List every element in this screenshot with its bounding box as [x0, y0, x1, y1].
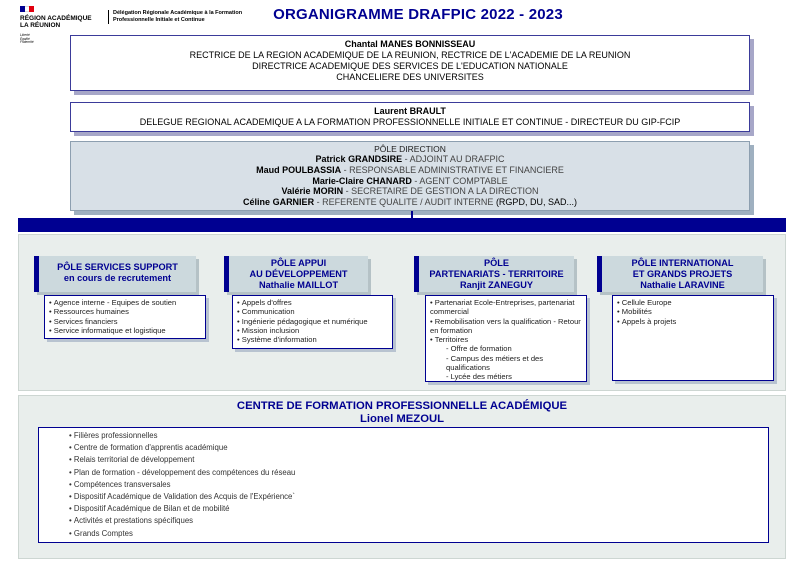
- direction-member: Céline GARNIER - REFERENTE QUALITE / AUDIT INTERNE (RGPD, DU, SAD...): [243, 197, 577, 208]
- blue-band: [18, 218, 786, 232]
- list-subitem: - Offre de formation: [430, 344, 582, 353]
- dre-name: Laurent BRAULT: [374, 106, 446, 116]
- list-item: • Plan de formation - développement des compétences du réseau: [69, 467, 768, 479]
- logo-motto: Liberté Égalité Fraternité: [20, 33, 34, 45]
- pole-appui-card: PÔLE APPUI AU DÉVELOPPEMENT Nathalie MAILLOT: [224, 256, 368, 292]
- list-item: • Services financiers: [49, 317, 201, 326]
- pole-partenariats-card: PÔLE PARTENARIATS - TERRITOIRE Ranjit ZANEGUY: [414, 256, 574, 292]
- dre-title: DELEGUE REGIONAL ACADEMIQUE A LA FORMATION PROFESSIONNELLE INITIALE ET CONTINUE - DIRECTEUR DU GIP-FCIP: [139, 117, 681, 127]
- list-item: • Filières professionnelles: [69, 430, 768, 442]
- pole-direction-header: PÔLE DIRECTION: [374, 144, 446, 154]
- rectrice-title-2: DIRECTRICE ACADEMIQUE DES SERVICES DE L'EDUCATION NATIONALE: [252, 61, 568, 71]
- list-item: • Activités et prestations spécifiques: [69, 515, 768, 527]
- cfp-list: [38, 427, 769, 543]
- org-name: Délégation Régionale Académique à la Formation Professionnelle Initiale et Continue: [108, 10, 248, 24]
- list-item: • Relais territorial de développement: [69, 454, 768, 466]
- marianne-flag-icon: [20, 6, 34, 12]
- list-item: • Ressources humaines: [49, 307, 201, 316]
- list-item: • Communication: [237, 307, 388, 316]
- direction-member: Patrick GRANDSIRE - ADJOINT AU DRAFPIC: [315, 154, 505, 164]
- logo-line-1: RÉGION ACADÉMIQUE: [20, 15, 92, 22]
- pole-services-support-list: [44, 295, 206, 339]
- list-item: • Mobilités: [617, 307, 769, 316]
- list-item: • Service informatique et logistique: [49, 326, 201, 335]
- list-item: • Centre de formation d'apprentis académique: [69, 442, 768, 454]
- list-item: • Agence interne - Equipes de soutien: [49, 298, 201, 307]
- list-item: • Compétences transversales: [69, 479, 768, 491]
- list-subitem: - Lycée des métiers: [430, 372, 582, 381]
- pole-partenariats-list: [425, 295, 587, 382]
- list-item: • Grands Comptes: [69, 528, 768, 540]
- list-item: • Partenariat Ecole-Entreprises, partenariat commercial: [430, 298, 582, 317]
- list-item: • Ingénierie pédagogique et numérique: [237, 317, 388, 326]
- list-item: • Dispositif Académique de Validation des Acquis de l'Expérience`: [69, 491, 768, 503]
- list-item: • Dispositif Académique de Bilan et de mobilité: [69, 503, 768, 515]
- pole-appui-list: [232, 295, 393, 349]
- list-item: • Territoires: [430, 335, 582, 344]
- dre-box: [70, 102, 750, 132]
- list-item: • Système d'information: [237, 335, 388, 344]
- logo-line-2: LA RÉUNION: [20, 22, 61, 29]
- pole-international-list: [612, 295, 774, 381]
- direction-member: Maud POULBASSIA - RESPONSABLE ADMINISTRATIVE ET FINANCIERE: [256, 164, 564, 175]
- page-title: ORGANIGRAMME DRAFPIC 2022 - 2023: [273, 6, 563, 23]
- direction-member: Marie-Claire CHANARD - AGENT COMPTABLE: [312, 175, 508, 186]
- list-item: • Appels d'offres: [237, 298, 388, 307]
- list-item: • Cellule Europe: [617, 298, 769, 307]
- rectrice-title-3: CHANCELIERE DES UNIVERSITES: [336, 72, 484, 82]
- cfp-director: Lionel MEZOUL: [359, 413, 445, 425]
- list-item: • Appels à projets: [617, 317, 769, 326]
- direction-member: Valérie MORIN - SECRETAIRE DE GESTION A LA DIRECTION: [281, 186, 539, 197]
- rectrice-name: Chantal MANES BONNISSEAU: [344, 39, 476, 49]
- pole-direction-box: [70, 141, 750, 211]
- list-subitem: - Campus des métiers et des qualifications: [430, 354, 582, 373]
- cfp-title: CENTRE DE FORMATION PROFESSIONNELLE ACADÉMIQUE Lionel MEZOUL: [18, 400, 786, 426]
- rectrice-box: [70, 35, 750, 91]
- rectrice-title-1: RECTRICE DE LA REGION ACADEMIQUE DE LA REUNION, RECTRICE DE L'ACADEMIE DE LA REUNION: [189, 50, 631, 60]
- list-item: • Mission inclusion: [237, 326, 388, 335]
- pole-services-support-card: PÔLE SERVICES SUPPORT en cours de recrutement: [34, 256, 196, 292]
- list-item: • Remobilisation vers la qualification - Retour en formation: [430, 317, 582, 336]
- pole-international-card: PÔLE INTERNATIONAL ET GRANDS PROJETS Nathalie LARAVINE: [597, 256, 763, 292]
